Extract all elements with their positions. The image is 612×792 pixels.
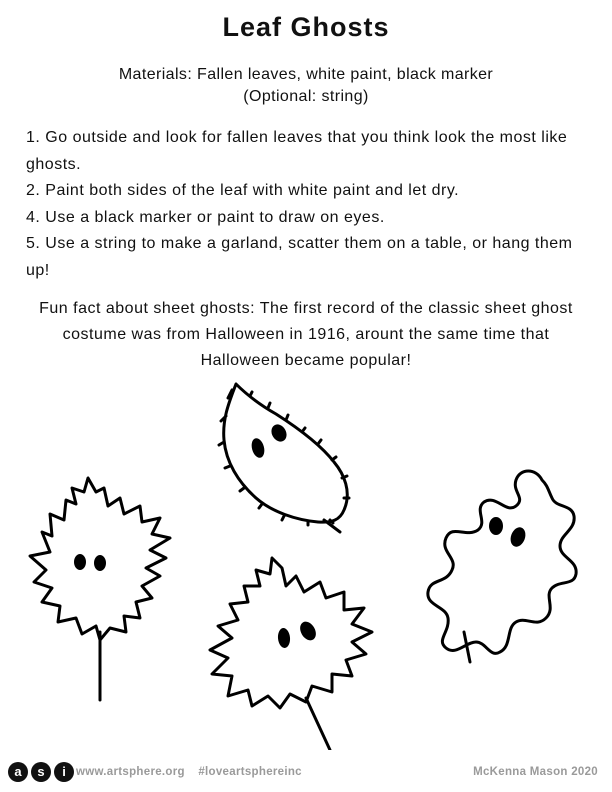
author-credit: McKenna Mason 2020 xyxy=(473,766,598,778)
materials-line: Materials: Fallen leaves, white paint, black marker xyxy=(118,66,494,83)
maple-leaf-ghost-illustration-left xyxy=(30,478,170,700)
fun-fact: Fun fact about sheet ghosts: The first record of the classic sheet ghost costume was from Halloween in 1916, arount the same time that Halloween became popular! xyxy=(39,300,573,369)
leaf-ghost-illustrations xyxy=(0,370,612,750)
instructions-list xyxy=(26,125,592,284)
page-title: Leaf Ghosts xyxy=(222,12,390,42)
logo-letter: s xyxy=(31,762,51,782)
website-link[interactable]: www.artsphere.org xyxy=(76,766,185,778)
materials-block xyxy=(0,64,612,108)
hashtag-text: #loveartsphereinc xyxy=(198,766,302,778)
footer-links xyxy=(76,766,312,778)
instruction-step: 1. Go outside and look for fallen leaves that you think look the most like ghosts. xyxy=(26,129,568,173)
maple-leaf-ghost-illustration-center xyxy=(210,558,372,750)
logo-letter: i xyxy=(54,762,74,782)
instruction-step: 4. Use a black marker or paint to draw on eyes. xyxy=(26,208,385,226)
artsphere-logo xyxy=(8,762,77,784)
footer xyxy=(0,762,612,786)
oak-leaf-ghost-illustration xyxy=(428,471,576,662)
elm-leaf-ghost-illustration xyxy=(219,384,349,532)
materials-optional-line: (Optional: string) xyxy=(243,88,369,105)
logo-letter: a xyxy=(8,762,28,782)
instruction-step: 2. Paint both sides of the leaf with white paint and let dry. xyxy=(26,182,460,199)
instruction-step: 5. Use a string to make a garland, scatter them on a table, or hang them up! xyxy=(26,235,573,279)
